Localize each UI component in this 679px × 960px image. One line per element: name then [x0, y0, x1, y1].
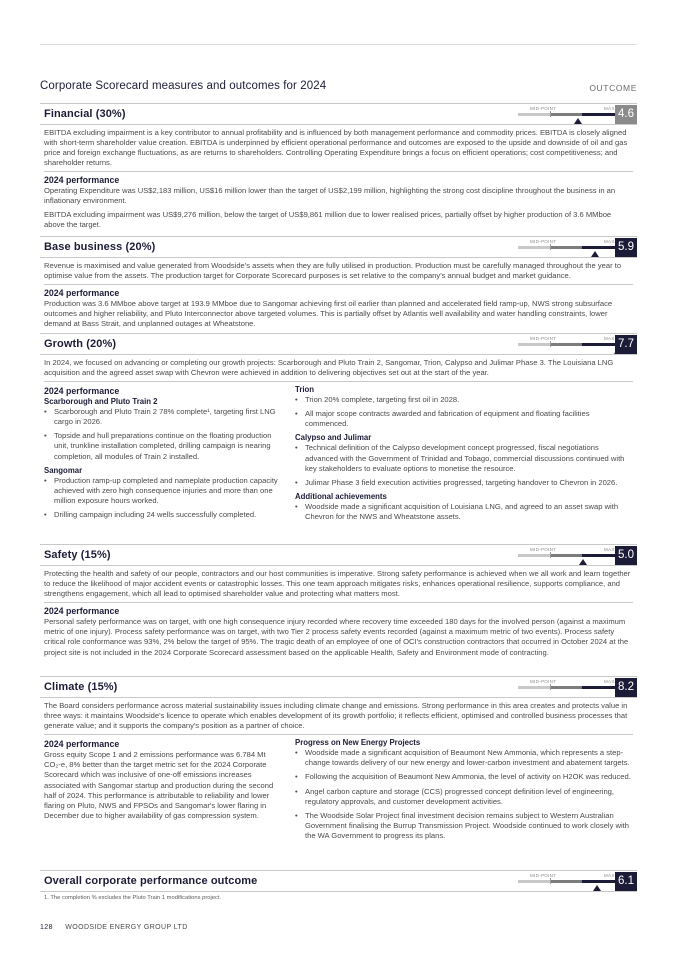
page-number: 128: [40, 924, 53, 931]
list-item: • Angel carbon capture and storage (CCS) progressed concept definition level of engineering, regulatory approvals, and customer development activities.: [295, 787, 633, 807]
gauge-midpoint-label: MID-POINT: [530, 336, 557, 341]
gauge-midpoint-tick: [550, 878, 551, 884]
right-column: [295, 385, 633, 526]
section-title: Climate (15%): [44, 681, 118, 693]
list-item: • Woodside made a significant acquisition of Beaumont New Ammonia, which represents a step-change towards delivery of our new energy and lower-carbon investment and abatement targets.: [295, 748, 633, 768]
section-title: Safety (15%): [44, 549, 111, 561]
section-body: [40, 125, 637, 230]
paragraph: Personal safety performance was on target, with one high consequence injury recorded where recovery time exceeded 180 days for the involved person (against a maximum metric of one injury). Process safety performance was on target, with two Tier 2 process safety events recorded (against a maximum metric of two events). Process safety critical role conformance was 93%, 2% below the target of 95%. The tragic death of an employee of one of OCI's construction contractors that occurred in October 2024 at the project site is not included in the 2024 Corporate Scorecard assessment based on the applicable Health, Safety and Environment mode of contracting.: [44, 617, 629, 657]
paragraph: EBITDA excluding impairment was US$9,276 million, below the target of US$9,861 million due to lower realised prices, partially offset by higher production of 3.6 MMboe above the target.: [44, 209, 612, 229]
score-badge: 7.7: [615, 335, 637, 354]
gauge-segment: [518, 554, 550, 557]
subheading: Calypso and Julimar: [295, 433, 372, 443]
subheading: Progress on New Energy Projects: [295, 738, 421, 748]
gauge-segment: [550, 554, 582, 557]
section-title: Financial (30%): [44, 108, 126, 120]
section-financial: [40, 103, 637, 233]
gauge-max-label: MAX: [604, 873, 615, 878]
page-footer: [40, 924, 188, 931]
gauge-midpoint-tick: [550, 111, 551, 117]
score-badge: 4.6: [615, 105, 637, 124]
section-climate: [40, 676, 637, 845]
section-intro: In 2024, we focused on advancing or completing our growth projects: Scarborough and Pluto Train 2, Sangomar, Trion, Calypso and Julimar Phase 3. The Louisiana LNG acquisition and the agreed asset swap with Chevron were achieved in addition to delivering objectives set out at the start of the year.: [44, 358, 633, 382]
list-item: • Trion 20% complete, targeting first oil in 2028.: [295, 395, 633, 405]
list-item: • Following the acquisition of Beaumont New Ammonia, the level of activity on H2OK was reduced.: [295, 772, 633, 782]
section-header: [40, 544, 637, 566]
section-intro: Protecting the health and safety of our people, contractors and our host communities is imperative. Strong safety performance is achieved when we all work and learn together to reduce the likelihood of major accident events or catastrophic losses. This one team approach mitigates risks, enhances operational resilience, supports compliance, and strengthens engagement, which all lead to optimised shareholder value and protecting what matters most.: [44, 569, 633, 603]
gauge-segment: [518, 246, 550, 249]
score-badge: 6.1: [615, 872, 637, 891]
score-badge: 8.2: [615, 678, 637, 697]
right-column: [295, 738, 633, 845]
section-title: Base business (20%): [44, 241, 156, 253]
list-item: • Scarborough and Pluto Train 2 78% complete¹, targeting first LNG cargo in 2026.: [44, 407, 284, 427]
gauge-max-label: MAX: [604, 336, 615, 341]
left-column: [44, 738, 284, 845]
gauge-max-label: MAX: [604, 679, 615, 684]
paragraph: Operating Expenditure was US$2,183 million, US$16 million lower than the target of US$2,199 million, highlighting the strong cost discipline throughout the business in an inflationary environment.: [44, 186, 616, 206]
list-item: • Technical definition of the Calypso development concept progressed, fiscal negotiations advanced with the Government of Trinidad and Tobago, commercial discussions continued with key stakeholders to evaluate options to monetise the resource.: [295, 443, 633, 473]
performance-heading: 2024 performance: [44, 606, 120, 617]
list-item: • Production ramp-up completed and nameplate production capacity achieved with zero high consequence injuries and more than one million exposure hours worked.: [44, 476, 284, 506]
section-base-business: [40, 236, 637, 332]
gauge-segment: [518, 880, 550, 883]
footnote: 1. The completion % excludes the Pluto Train 1 modifications project.: [44, 895, 222, 901]
gauge-max-label: MAX: [604, 106, 615, 111]
section-body: [40, 258, 637, 329]
section-body: [40, 355, 637, 526]
gauge-midpoint-label: MID-POINT: [530, 106, 557, 111]
performance-heading: 2024 performance: [44, 386, 120, 397]
gauge-midpoint-tick: [550, 552, 551, 558]
section-header: [40, 236, 637, 258]
page-header: [40, 80, 637, 96]
gauge-segment: [518, 686, 550, 689]
performance-heading: 2024 performance: [44, 175, 120, 186]
gauge-segment: [518, 343, 550, 346]
list-item: • Drilling campaign including 24 wells successfully completed.: [44, 510, 284, 520]
paragraph: Gross equity Scope 1 and 2 emissions performance was 6.784 Mt CO₂-e, 8% better than the target metric set for the 2024 Corporate Scorecard which was inclusive of one-off emissions increases associated with Sangomar startup and production during the second half of 2024. This performance is attributable to reliability and lower flaring on Pluto, NWS and FPSOs and Sangomar's lower flaring in December due to higher availability of gas compression system.: [44, 750, 274, 820]
gauge-marker: [591, 251, 599, 257]
section-growth: [40, 333, 637, 526]
section-header: [40, 333, 637, 355]
section-body: [40, 698, 637, 845]
gauge-midpoint-label: MID-POINT: [530, 679, 557, 684]
section-overall: [40, 870, 637, 892]
gauge-segment: [518, 113, 550, 116]
section-intro: Revenue is maximised and value generated from Woodside's assets when they are fully utilised in production. Production must be carefully managed throughout the year to optimise value from the assets. The production target for Corporate Scorecard purposes is set relative to the company's annual budget and market guidance.: [44, 261, 633, 285]
score-badge: 5.9: [615, 238, 637, 257]
page-title: Corporate Scorecard measures and outcomes for 2024: [40, 80, 327, 92]
gauge-segment: [550, 246, 582, 249]
section-safety: [40, 544, 637, 661]
list-item: • Topside and hull preparations continue on the floating production unit, trunkline installation completed, drilling campaign is nearing completion, all modules of Train 2 installed.: [44, 431, 284, 461]
gauge-segment: [550, 880, 582, 883]
subheading: Scarborough and Pluto Train 2: [44, 397, 158, 407]
outcome-column-label: OUTCOME: [589, 83, 637, 93]
subheading: Additional achievements: [295, 491, 387, 501]
gauge-midpoint-tick: [550, 244, 551, 250]
gauge-midpoint-label: MID-POINT: [530, 239, 557, 244]
gauge-segment: [550, 343, 582, 346]
section-header: [40, 870, 637, 892]
list-item: • Woodside made a significant acquisition of Louisiana LNG, and agreed to an asset swap with Chevron for the NWS and Wheatstone assets.: [295, 502, 633, 522]
section-body: [40, 566, 637, 658]
gauge-marker: [579, 559, 587, 565]
gauge-segment: [550, 113, 582, 116]
gauge-midpoint-tick: [550, 684, 551, 690]
list-item: • The Woodside Solar Project final investment decision remains subject to Western Australian Government finalising the Burrup Transmission Project. Woodside continued to work closely with the WA Government to progress its plans.: [295, 811, 633, 841]
score-badge: 5.0: [615, 546, 637, 565]
section-title: Growth (20%): [44, 338, 117, 350]
section-intro: The Board considers performance across material sustainability issues including climate change and emissions. Strong performance in this area creates and protects value in three ways: it maintains Woodside's licence to operate which enables development of its growth portfolio; it reflects efficient, optimised and controlled business processes that generate value; and it supports the company's position as a partner of choice.: [44, 701, 633, 735]
list-item: • Julimar Phase 3 field execution activities progressed, targeting handover to Chevron in 2026.: [295, 478, 633, 488]
left-column: [44, 385, 284, 526]
gauge-marker: [574, 118, 582, 124]
top-divider: [40, 44, 637, 45]
section-header: [40, 103, 637, 125]
gauge-max-label: MAX: [604, 239, 615, 244]
subheading: Sangomar: [44, 465, 83, 475]
section-intro: EBITDA excluding impairment is a key contributor to annual profitability and is influenced by both management performance and commodity prices. EBITDA is closely aligned with short-term shareholder value creation. EBITDA is underpinned by efficient operational performance and outcomes are exposed to the upside and downside of oil and gas price and foreign exchange fluctuations, as are returns to shareholders. Controlling Operating Expenditure brings a focus on efficient operations; cost competitiveness; and shareholder returns.: [44, 128, 633, 172]
section-title: Overall corporate performance outcome: [44, 875, 258, 887]
gauge-midpoint-label: MID-POINT: [530, 873, 557, 878]
gauge-max-label: MAX: [604, 547, 615, 552]
gauge-segment: [550, 686, 582, 689]
gauge-marker: [593, 885, 601, 891]
subheading: Trion: [295, 385, 315, 395]
list-item: • All major scope contracts awarded and fabrication of equipment and floating facilities commenced.: [295, 409, 633, 429]
gauge-midpoint-label: MID-POINT: [530, 547, 557, 552]
company-name: WOODSIDE ENERGY GROUP LTD: [65, 924, 188, 931]
section-header: [40, 676, 637, 698]
performance-heading: 2024 performance: [44, 288, 120, 299]
paragraph: Production was 3.6 MMboe above target at 193.9 MMboe due to Sangomar achieving first oil earlier than planned and accelerated field ramp-up, NWS strong subsurface outcomes and higher reliability, and Pluto Interconnector above targeted volumes. This is partially offset by Atlantis well availability and water handling constraints, lower demand at Bass Strait, and unplanned outages at Wheatstone.: [44, 299, 613, 329]
gauge-midpoint-tick: [550, 341, 551, 347]
performance-heading: 2024 performance: [44, 739, 120, 750]
